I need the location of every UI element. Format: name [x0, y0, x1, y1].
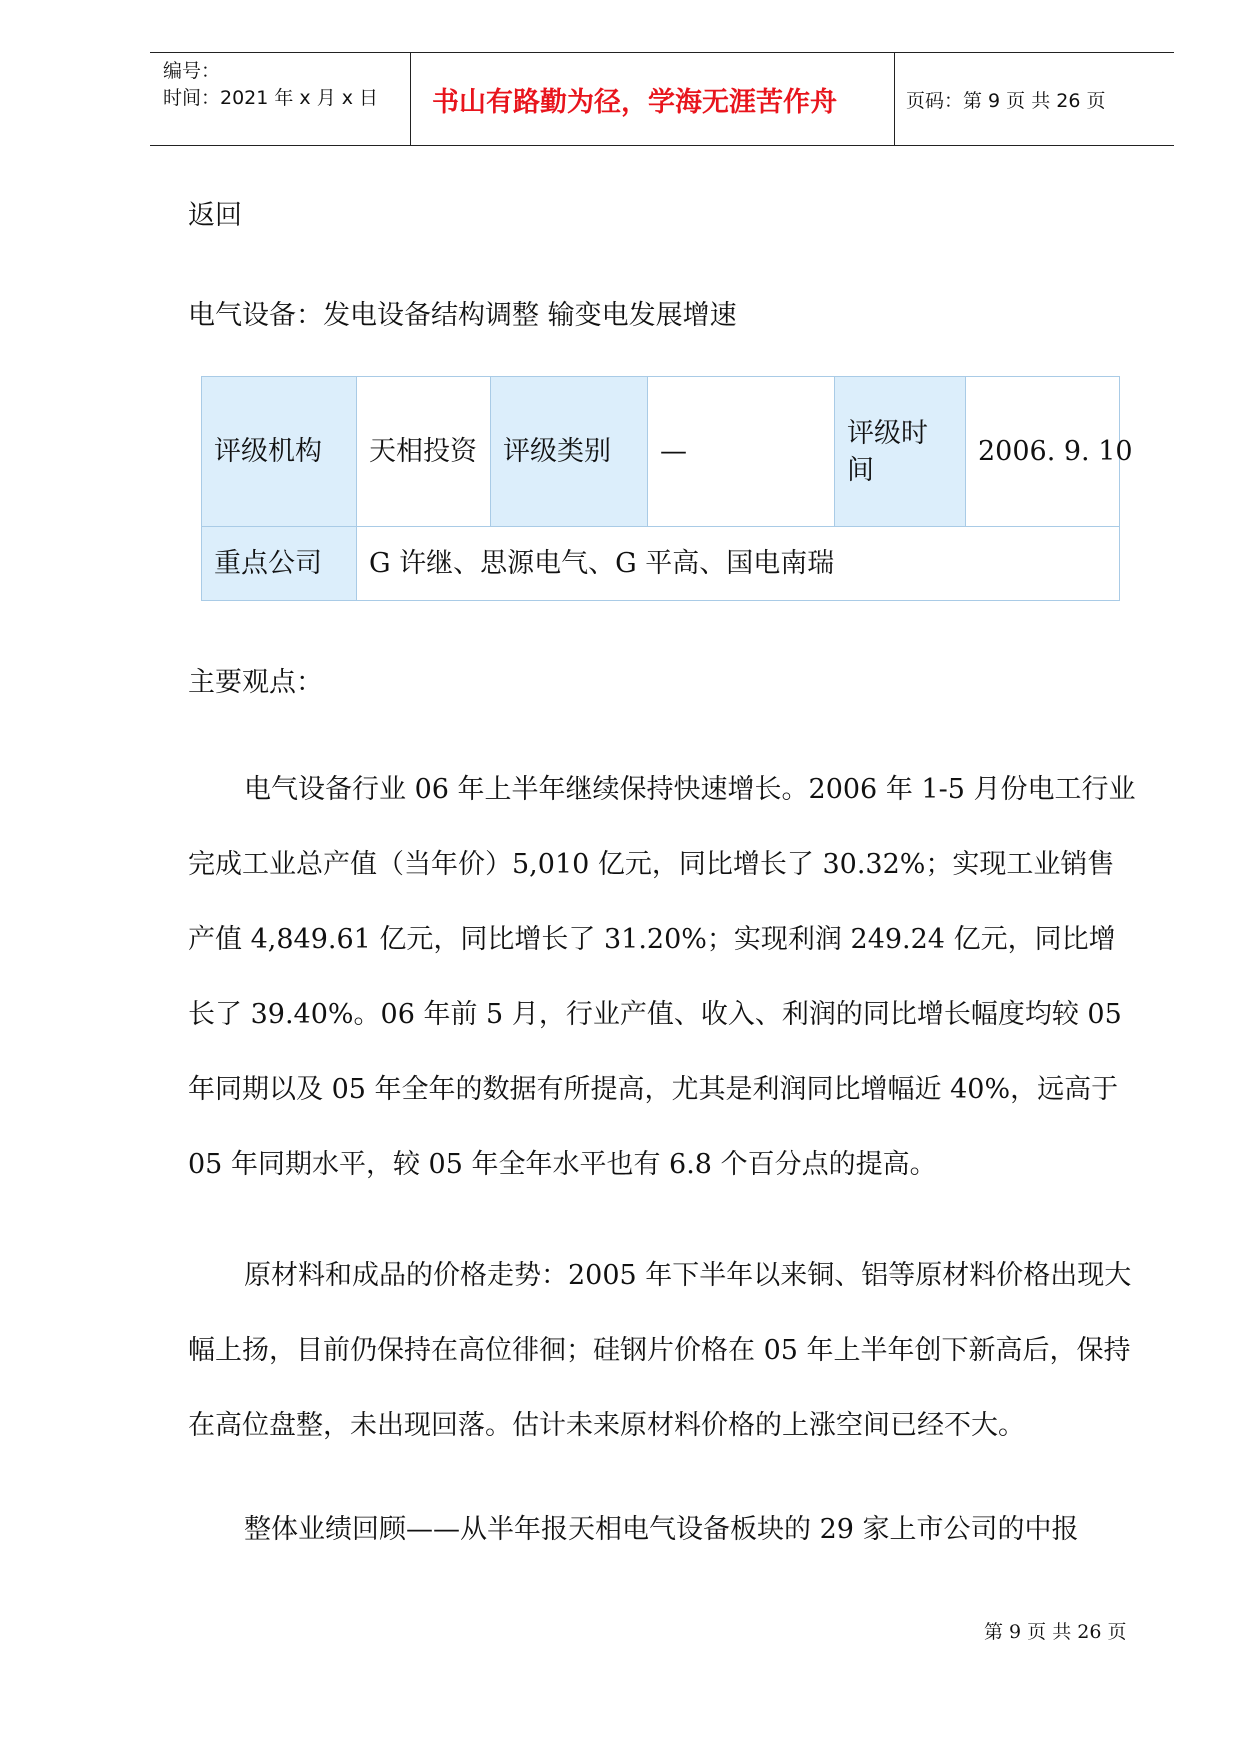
header-bottom-rule	[150, 145, 1174, 146]
rating-time-value: 2006. 9. 10	[966, 377, 1120, 527]
rating-org-label: 评级机构	[202, 377, 357, 527]
header-top-rule	[150, 52, 1174, 53]
companies-label: 重点公司	[202, 527, 357, 601]
rating-org-value: 天相投资	[357, 377, 491, 527]
paragraph-performance-review: 整体业绩回顾——从半年报天相电气设备板块的 29 家上市公司的中报	[244, 1514, 1079, 1545]
paragraph-raw-material-prices: 原材料和成品的价格走势：2005 年下半年以来铜、铝等原材料价格出现大幅上扬，目前仍保持在高位徘徊；硅钢片价格在 05 年上半年创下新高后，保持在高位盘整，未出现回落。估计未来原材料价格的上涨空间已经不大。	[188, 1260, 1132, 1441]
rating-row	[202, 377, 1120, 527]
doc-time-label: 时间：2021 年 x 月 x 日	[163, 87, 379, 109]
rating-table	[201, 376, 1133, 601]
rating-type-value: —	[648, 377, 835, 527]
header-divider-left	[410, 52, 411, 145]
rating-time-label: 评级时间	[835, 377, 966, 527]
header-divider-right	[894, 52, 895, 145]
article-title: 电气设备：发电设备结构调整 输变电发展增速	[188, 300, 737, 331]
header-motto: 书山有路勤为径，学海无涯苦作舟	[432, 87, 837, 118]
page-footer: 第 9 页 共 26 页	[984, 1621, 1127, 1643]
paragraph-industry-growth: 电气设备行业 06 年上半年继续保持快速增长。2006 年 1-5 月份电工行业完成工业总产值（当年价）5,010 亿元，同比增长了 30.32%；实现工业销售产值 4,849.61 亿元，同比增长了 31.20%；实现利润 249.24 亿元，同比增长了 39.40%。06 年前 5 月，行业产值、收入、利润的同比增长幅度均较 05 年同期以及 05 年全年的数据有所提高，尤其是利润同比增幅近 40%，远高于 05 年同期水平，较 05 年全年水平也有 6.8 个百分点的提高。	[188, 774, 1136, 1180]
section-heading: 主要观点：	[188, 667, 323, 698]
companies-value: G 许继、思源电气、G 平高、国电南瑞	[357, 527, 1120, 601]
doc-number-label: 编号：	[163, 60, 221, 82]
rating-type-label: 评级类别	[491, 377, 648, 527]
back-link[interactable]: 返回	[188, 200, 242, 231]
companies-row	[202, 527, 1120, 601]
header-page-info: 页码：第 9 页 共 26 页	[906, 90, 1106, 112]
